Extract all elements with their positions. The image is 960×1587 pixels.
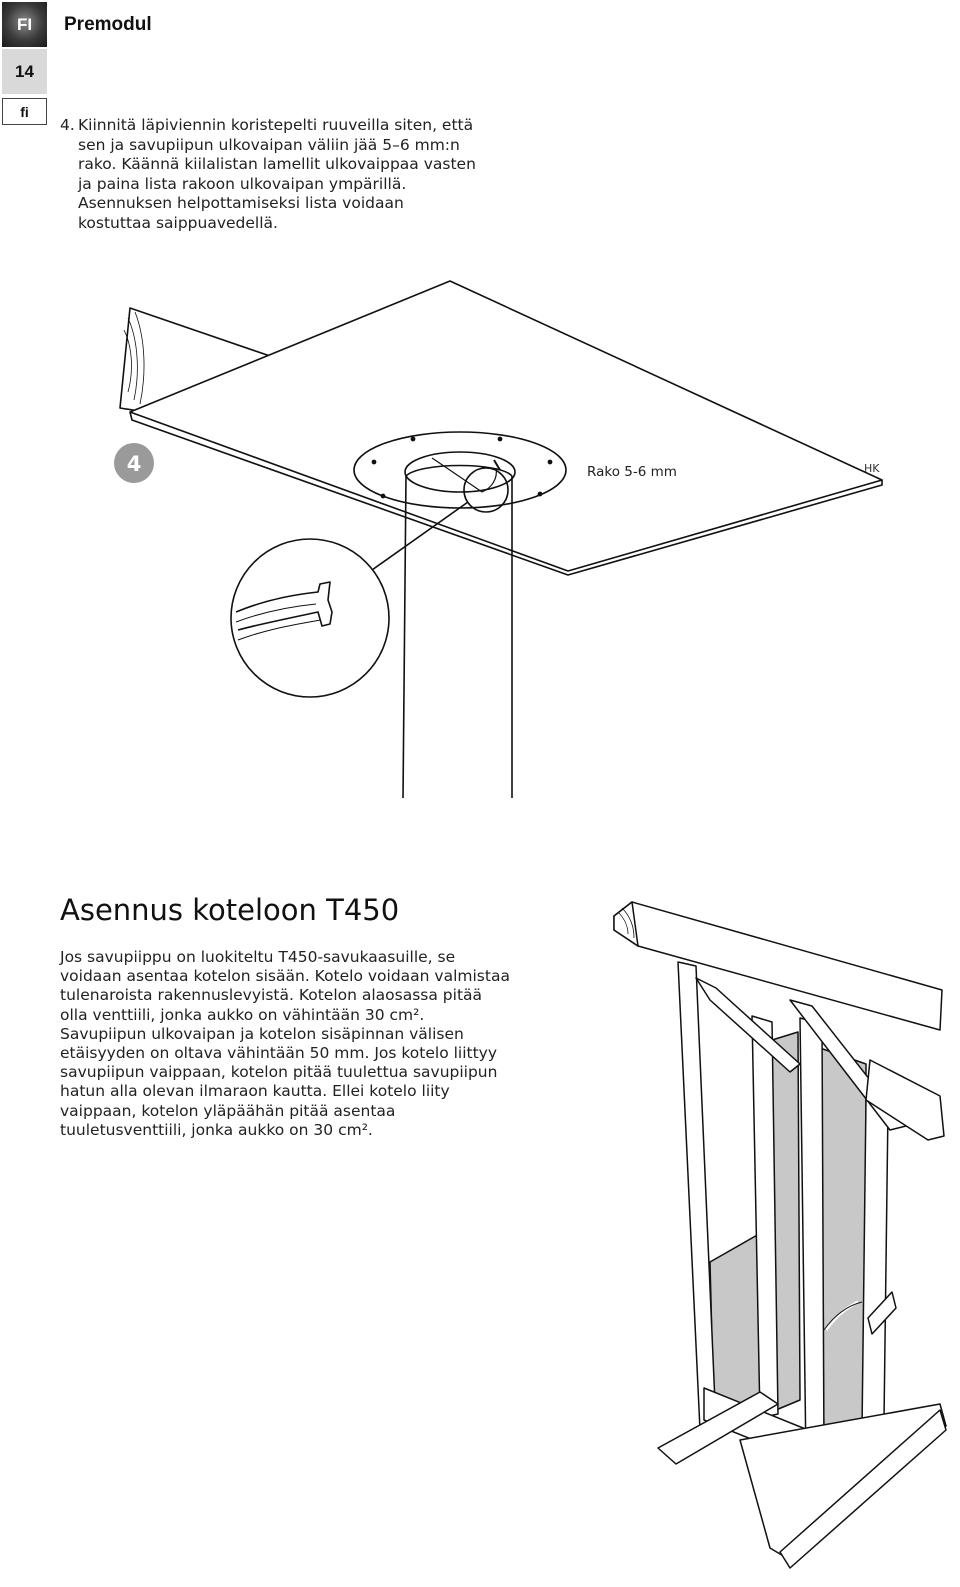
page-title: Premodul xyxy=(64,14,152,35)
step-4-text: Kiinnitä läpiviennin koristepelti ruuveilla siten, että sen ja savupiipun ulkovaipan väliin jää 5–6 mm:n rako. Käännä kiilalistan lamellit ulkovaippaa vasten ja paina lista rakoon ulkovaipan ympärillä. Asennuksen helpottamiseksi lista voidaan kostuttaa saippuavedellä. xyxy=(78,116,476,232)
left-board-panel xyxy=(710,1222,784,1420)
right-stud xyxy=(862,1098,888,1430)
section-title: Asennus koteloon T450 xyxy=(60,893,400,927)
step-badge-number: 4 xyxy=(126,452,142,476)
base-foot-left xyxy=(658,1392,778,1464)
ceiling-board xyxy=(130,281,882,571)
top-beam xyxy=(614,902,942,1030)
center-stud xyxy=(752,1016,778,1418)
bottom-box xyxy=(704,1388,808,1462)
base-foot-front xyxy=(740,1404,946,1560)
gap-label: Rako 5-6 mm xyxy=(587,464,677,480)
step-number: 4. xyxy=(60,116,75,134)
page-number: 14 xyxy=(2,49,47,94)
section-body-text: Jos savupiippu on luokiteltu T450-savukaasuille, se voidaan asentaa kotelon sisään. Kotelo voidaan valmistaa tulenaroista rakennuslevyistä. Kotelon alaosassa pitää olla venttiili, jonka aukko on vähintään 30 cm². Savupiipun ulkovaipan ja kotelon sisäpinnan välisen etäisyyden on oltava vähintään 50 mm. Jos kotelo liittyy savupiipun vaippaan, kotelon pitää tuulettua savupiipun hatun alla olevan ilmaraon kautta. Ellei kotelo liity vaippaan, kotelon yläpäähän pitää asentaa tuuletusventtiili, jonka aukko on 30 cm². xyxy=(60,948,510,1139)
language-tab: FI xyxy=(2,2,47,47)
corner-mark: HK xyxy=(864,462,880,475)
language-code-box: fi xyxy=(2,98,47,125)
left-stud xyxy=(678,962,716,1430)
right-board-panel xyxy=(820,1048,866,1440)
